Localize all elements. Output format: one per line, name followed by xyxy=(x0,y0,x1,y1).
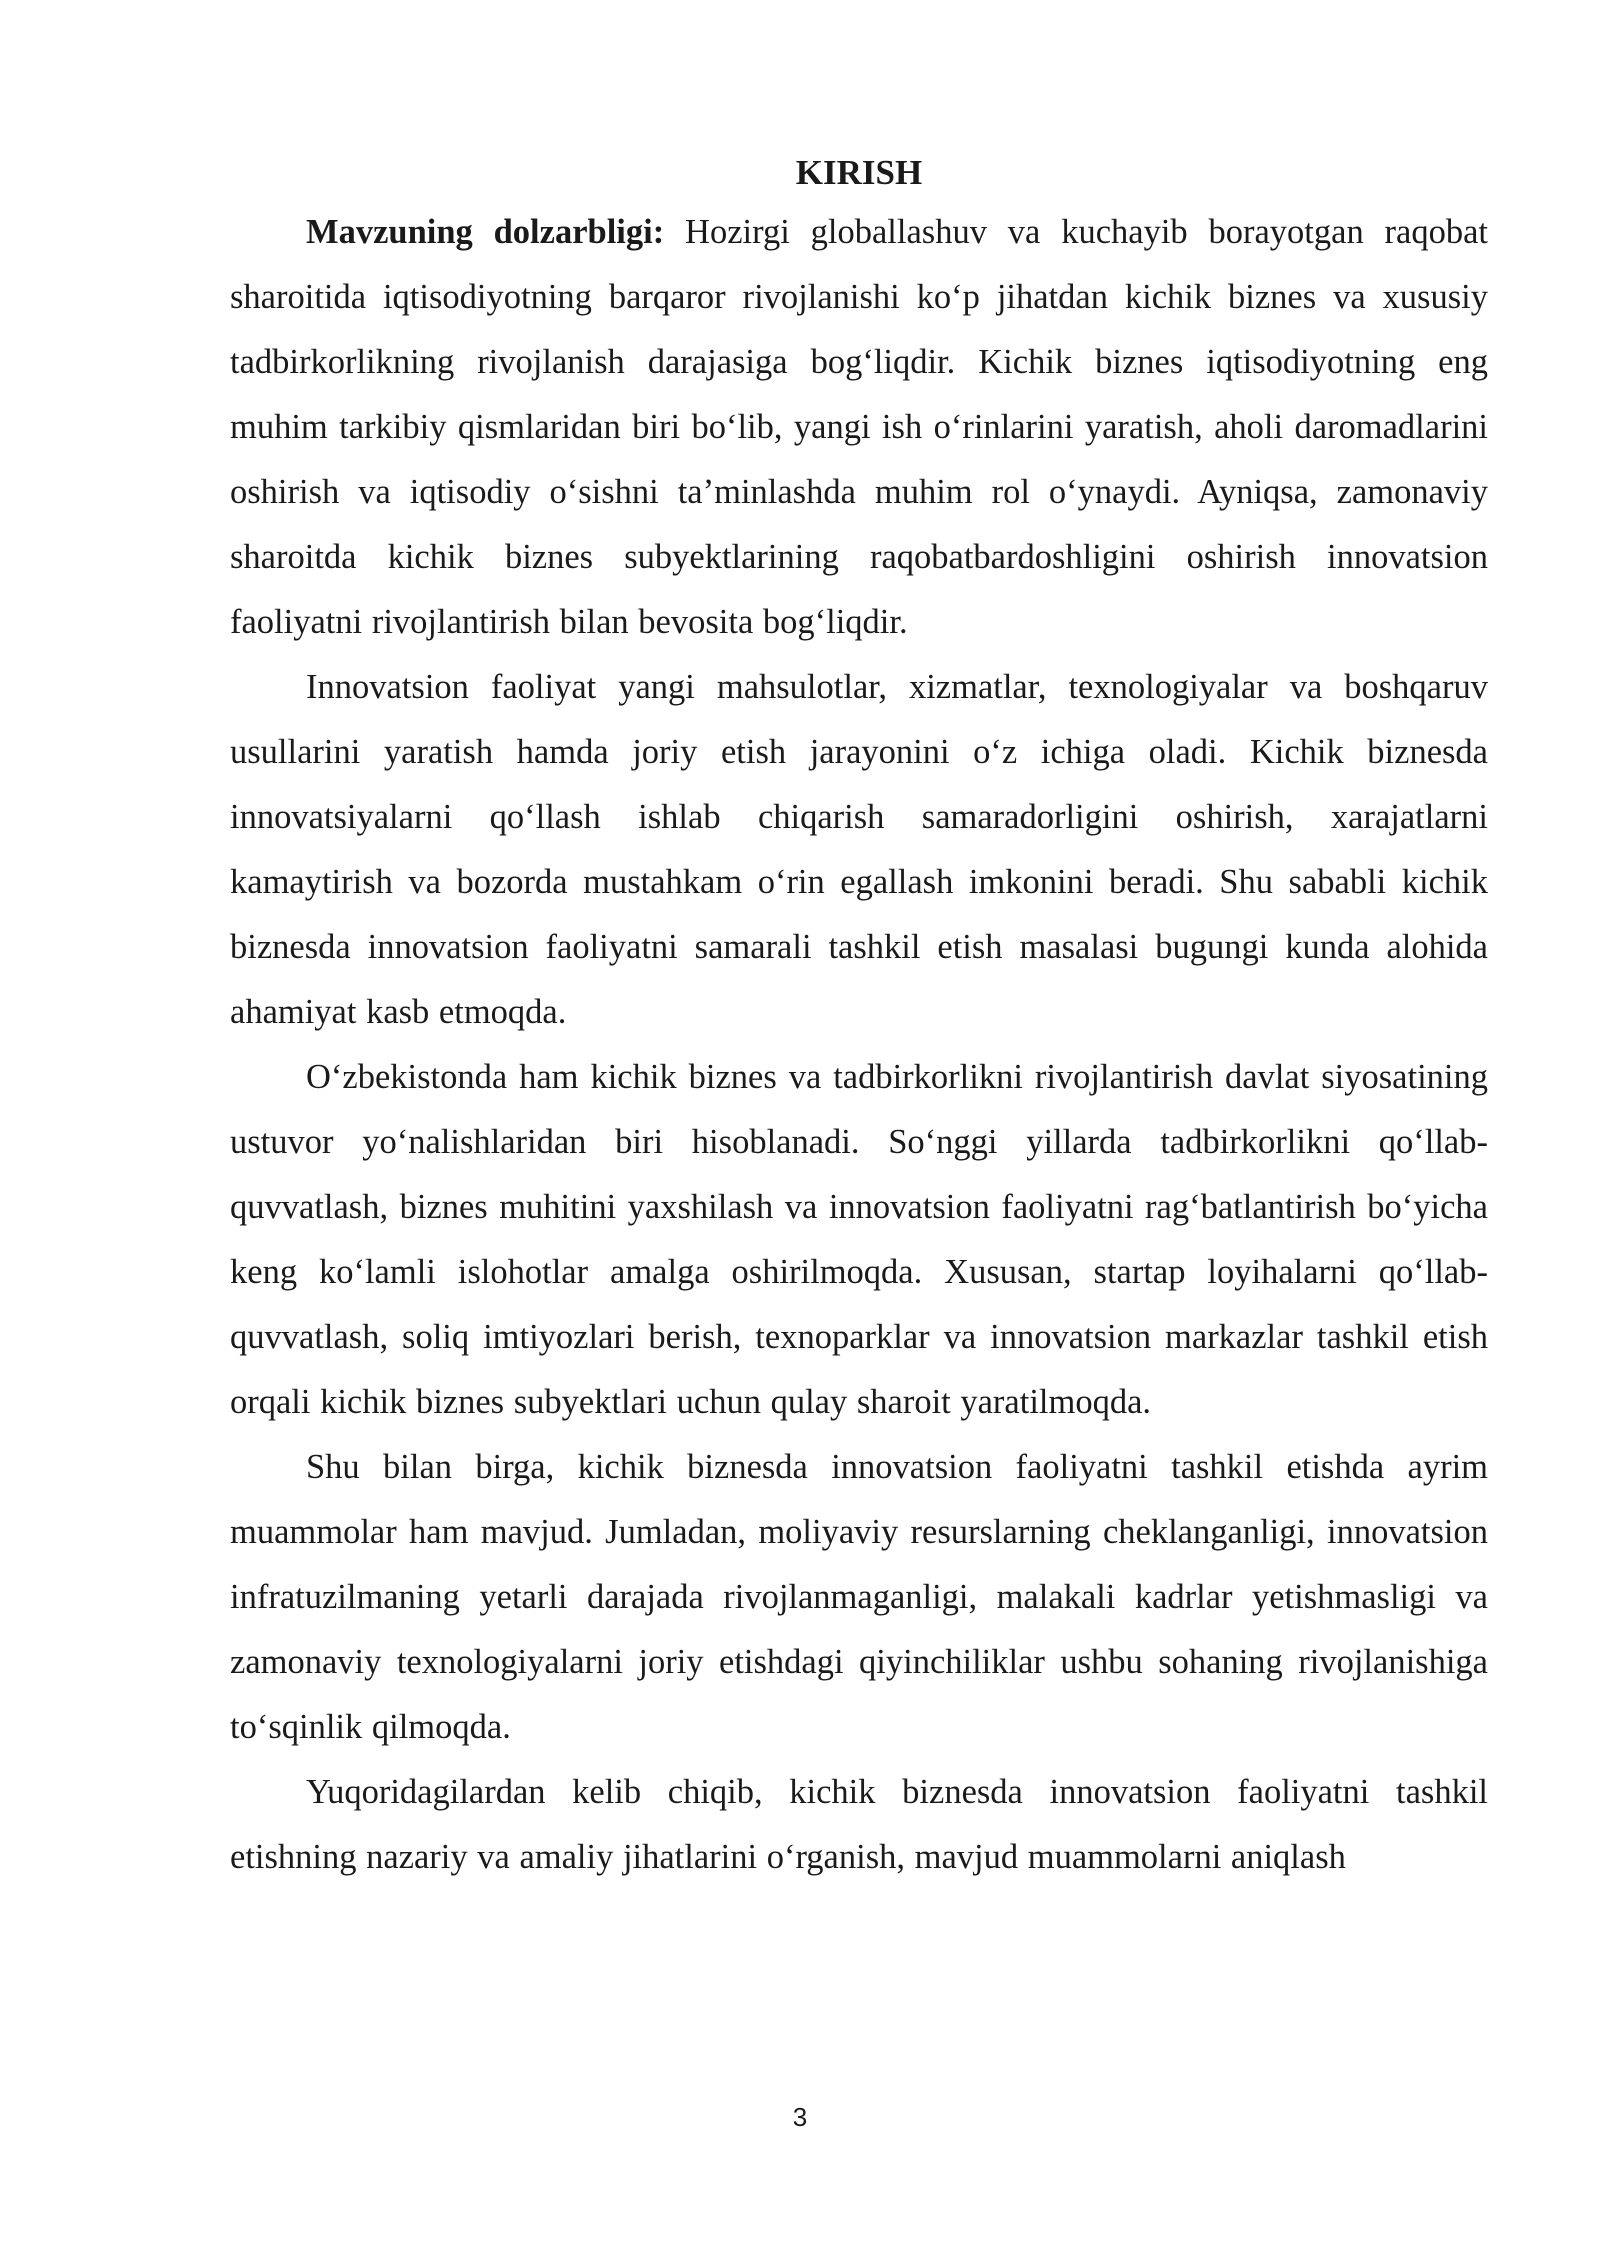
paragraph-text: Hozirgi globallashuv va kuchayib borayotgan raqobat sharoitida iqtisodiyotning barqaror rivojlanishi koʻp jihatdan kichik biznes va xususiy tadbirkorlikning rivojlanish darajasiga bogʻliqdir. Kichik biznes iqtisodiyotning eng muhim tarkibiy qismlaridan biri boʻlib, yangi ish oʻrinlarini yaratish, aholi daromadlarini oshirish va iqtisodiy oʻsishni taʼminlashda muhim rol oʻynaydi. Ayniqsa, zamonaviy sharoitda kichik biznes subyektlarining raqobatbardoshligini oshirish innovatsion faoliyatni rivojlantirish bilan bevosita bogʻliqdir. xyxy=(230,213,1488,641)
section-heading: KIRISH xyxy=(795,153,923,192)
paragraph-problems: Shu bilan birga, kichik biznesda innovatsion faoliyatni tashkil etishda ayrim muammolar ham mavjud. Jumladan, moliyaviy resurslarning cheklanganligi, innovatsion infratuzilmaning yetarli darajada rivojlanmaganligi, malakali kadrlar yetishmasligi va zamonaviy texnologiyalarni joriy etishdagi qiyinchiliklar ushbu sohaning rivojlanishiga toʻsqinlik qilmoqda. xyxy=(230,1448,1488,1746)
paragraph-uzbekistan: Oʻzbekistonda ham kichik biznes va tadbirkorlikni rivojlantirish davlat siyosatining ustuvor yoʻnalishlaridan biri hisoblanadi. Soʻnggi yillarda tadbirkorlikni qoʻllab-quvvatlash, biznes muhitini yaxshilash va innovatsion faoliyatni ragʻbatlantirish boʻyicha keng koʻlamli islohotlar amalga oshirilmoqda. Xususan, startap loyihalarni qoʻllab-quvvatlash, soliq imtiyozlari berish, texnoparklar va innovatsion markazlar tashkil etish orqali kichik biznes subyektlari uchun qulay sharoit yaratilmoqda. xyxy=(230,1058,1488,1421)
paragraph-conclusion: Yuqoridagilardan kelib chiqib, kichik biznesda innovatsion faoliyatni tashkil etishning nazariy va amaliy jihatlarini oʻrganish, mavjud muammolarni aniqlash xyxy=(230,1773,1488,1876)
paragraph-innovation: Innovatsion faoliyat yangi mahsulotlar, xizmatlar, texnologiyalar va boshqaruv usullarini yaratish hamda joriy etish jarayonini oʻz ichiga oladi. Kichik biznesda innovatsiyalarni qoʻllash ishlab chiqarish samaradorligini oshirish, xarajatlarni kamaytirish va bozorda mustahkam oʻrin egallash imkonini beradi. Shu sababli kichik biznesda innovatsion faoliyatni samarali tashkil etish masalasi bugungi kunda alohida ahamiyat kasb etmoqda. xyxy=(230,668,1488,1031)
page-number: 3 xyxy=(792,2102,808,2132)
paragraph-relevance xyxy=(230,200,1488,655)
page-content xyxy=(230,148,1488,1890)
paragraph-lead: Mavzuning dolzarbligi: xyxy=(306,213,665,251)
